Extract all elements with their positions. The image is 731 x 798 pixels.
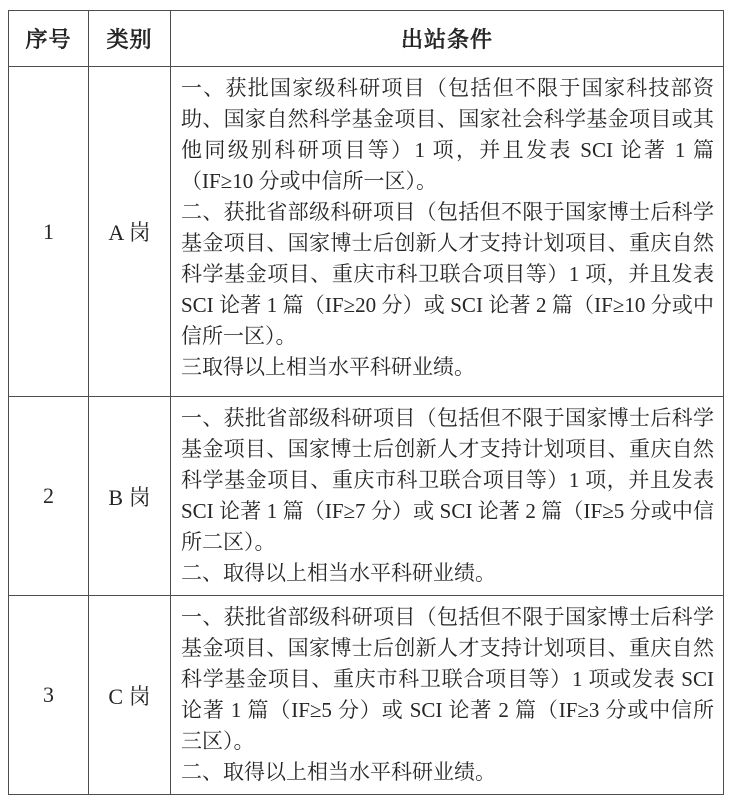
condition-paragraph: 一、获批省部级科研项目（包括但不限于国家博士后科学基金项目、国家博士后创新人才支持计划项目、重庆自然科学基金项目、重庆市科卫联合项目等）1 项，并且发表 SCI 论著 1 篇（IF≥7 分）或 SCI 论著 2 篇（IF≥5 分或中信所二区）。 [181, 406, 714, 554]
condition-paragraph: 一、获批国家级科研项目（包括但不限于国家科技部资助、国家自然科学基金项目、国家社会科学基金项目或其他同级别科研项目等）1 项，并且发表 SCI 论著 1 篇（IF≥10 分或中信所一区）。 [181, 76, 714, 193]
cell-category: A 岗 [89, 67, 171, 397]
condition-paragraph: 三取得以上相当水平科研业绩。 [181, 355, 475, 379]
condition-paragraph: 二、获批省部级科研项目（包括但不限于国家博士后科学基金项目、国家博士后创新人才支持计划项目、重庆自然科学基金项目、重庆市科卫联合项目等）1 项，并且发表 SCI 论著 1 篇（IF≥20 分）或 SCI 论著 2 篇（IF≥10 分或中信所一区）。 [181, 200, 714, 348]
cell-category: B 岗 [89, 397, 171, 596]
condition-paragraph: 一、获批省部级科研项目（包括但不限于国家博士后科学基金项目、国家博士后创新人才支持计划项目、重庆自然科学基金项目、重庆市科卫联合项目等）1 项或发表 SCI 论著 1 篇（IF≥5 分）或 SCI 论著 2 篇（IF≥3 分或中信所三区）。 [181, 605, 714, 753]
table-row [9, 596, 724, 795]
condition-paragraph: 二、取得以上相当水平科研业绩。 [181, 561, 496, 585]
cell-category: C 岗 [89, 596, 171, 795]
header-serial: 序号 [9, 11, 89, 67]
table-row [9, 67, 724, 397]
cell-conditions [171, 397, 724, 596]
cell-serial: 3 [9, 596, 89, 795]
cell-conditions [171, 67, 724, 397]
cell-conditions [171, 596, 724, 795]
table-row [9, 397, 724, 596]
condition-paragraph: 二、取得以上相当水平科研业绩。 [181, 760, 496, 784]
conditions-table [8, 10, 724, 795]
cell-serial: 1 [9, 67, 89, 397]
header-row [9, 11, 724, 67]
cell-serial: 2 [9, 397, 89, 596]
header-conditions: 出站条件 [171, 11, 724, 67]
header-category: 类别 [89, 11, 171, 67]
